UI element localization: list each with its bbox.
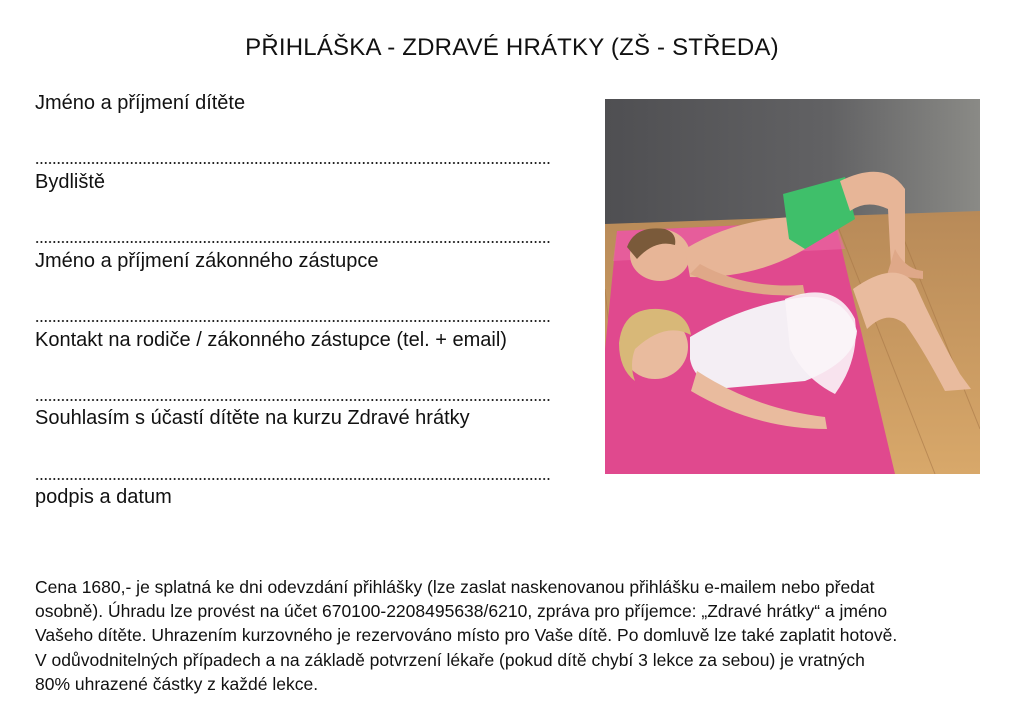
field-label-guardian-name: Jméno a příjmení zákonného zástupce xyxy=(35,250,379,272)
signature-date-label: podpis a datum xyxy=(35,486,172,508)
child-name-line[interactable] xyxy=(35,162,550,164)
payment-info-line: Cena 1680,- je splatná ke dni odevzdání přihlášky (lze zaslat naskenovanou přihlášku e-mailem nebo předat xyxy=(35,577,875,597)
field-label-consent: Souhlasím s účastí dítěte na kurzu Zdravé hrátky xyxy=(35,407,470,429)
address-line[interactable] xyxy=(35,241,550,243)
consent-signature-line[interactable] xyxy=(35,478,550,480)
contact-line[interactable] xyxy=(35,399,550,401)
payment-info-line: osobně). Úhradu lze provést na účet 670100-2208495638/6210, zpráva pro příjemce: „Zdravé hrátky“ a jméno xyxy=(35,601,888,622)
form-title: PŘIHLÁŠKA - ZDRAVÉ HRÁTKY (ZŠ - STŘEDA) xyxy=(245,34,779,61)
payment-info-line: 80% uhrazené částky z každé lekce. xyxy=(35,673,319,694)
photo-illustration xyxy=(605,99,980,474)
field-label-child-name: Jméno a příjmení dítěte xyxy=(35,92,246,114)
payment-info-line: Vašeho dítěte. Uhrazením kurzovného je rezervováno místo pro Vaše dítě. Po domluvě lze také zaplatit hotově. xyxy=(35,625,898,646)
guardian-name-line[interactable] xyxy=(35,320,550,322)
payment-info xyxy=(35,575,995,696)
payment-info-line: V odůvodnitelných případech a na základě potvrzení lékaře (pokud dítě chybí 3 lekce za sebou) je vratných xyxy=(35,649,865,670)
children-exercise-photo xyxy=(605,99,980,474)
field-label-address: Bydliště xyxy=(35,171,106,193)
field-label-contact: Kontakt na rodiče / zákonného zástupce (tel. + email) xyxy=(35,329,507,351)
